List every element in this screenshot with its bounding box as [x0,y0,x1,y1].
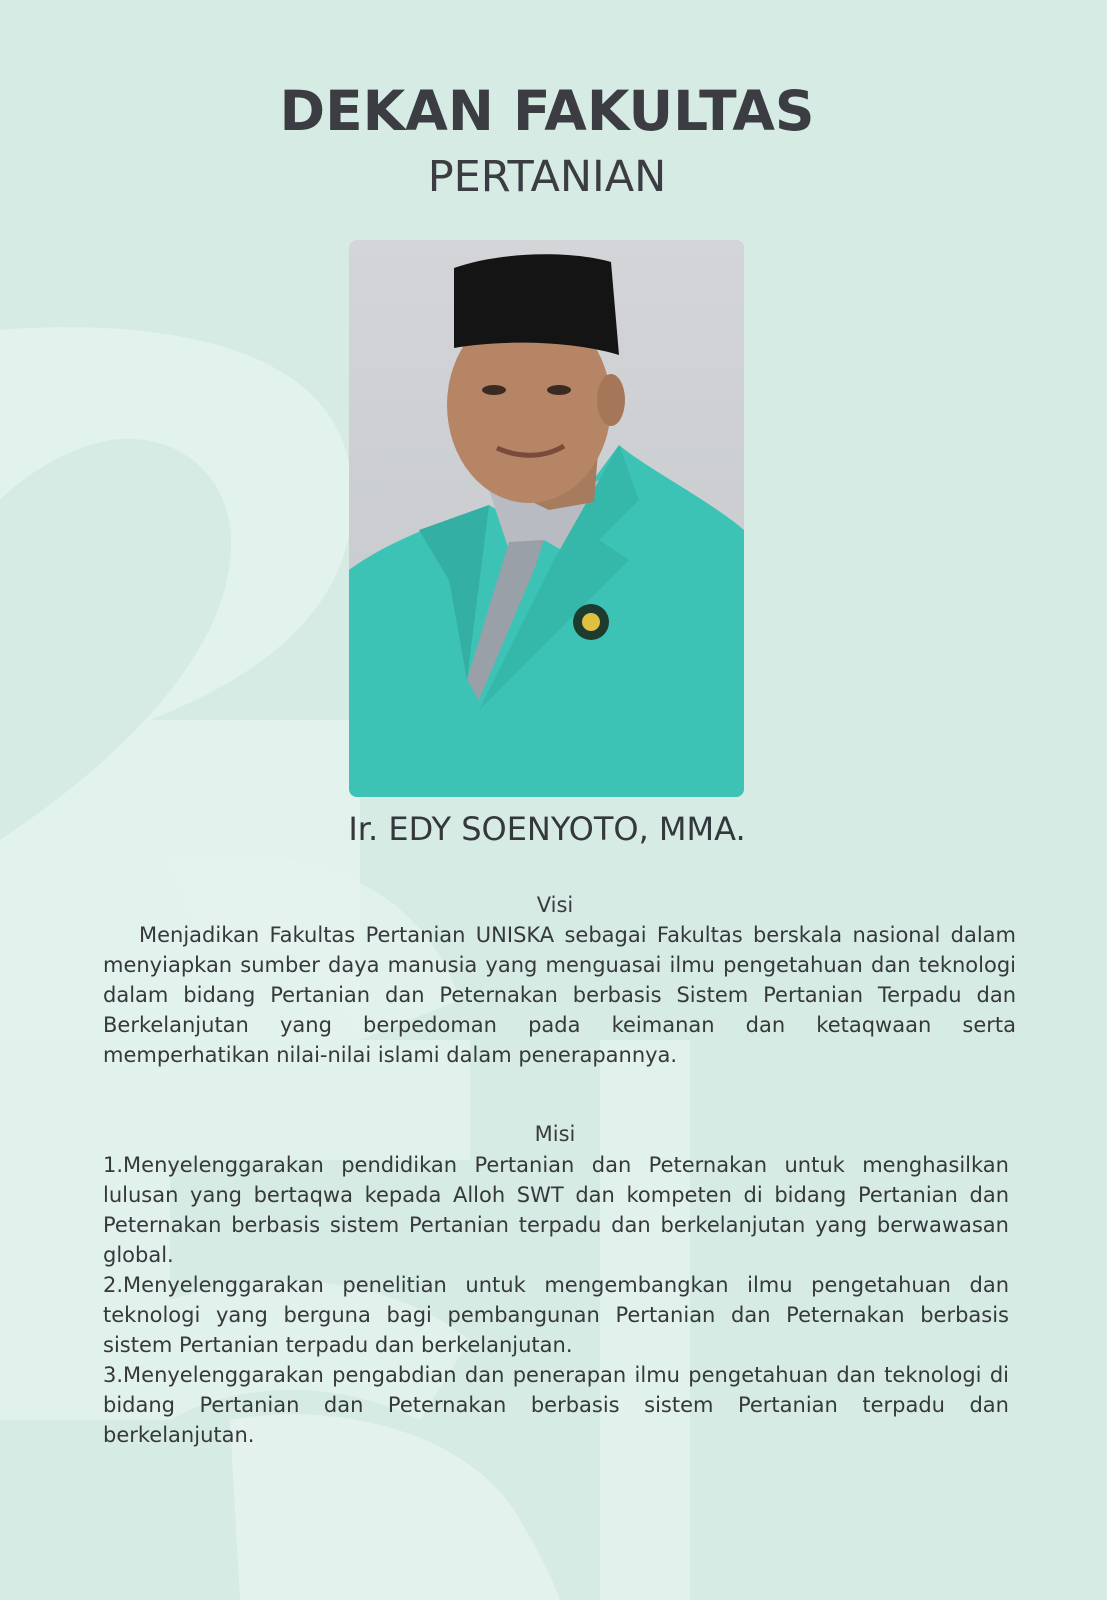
visi-heading: Visi [536,893,574,917]
misi-heading: Misi [534,1122,576,1146]
misi-item: 3.Menyelenggarakan pengabdian dan penerapan ilmu pengetahuan dan teknologi di bidang Pertanian dan Peternakan berbasis sistem Pertanian terpadu dan berkelanjutan. [103,1363,1009,1447]
ear-shape [597,374,625,426]
page-title: DEKAN FAKULTAS [279,79,815,143]
black-cap-shape [454,254,619,355]
visi-text: Menjadikan Fakultas Pertanian UNISKA sebagai Fakultas berskala nasional dalam menyiapkan sumber daya manusia yang menguasai ilmu pengetahuan dan teknologi dalam bidang Pertanian dan Peternakan berbasis Sistem Pertanian Terpadu dan Berkelanjutan yang berpedoman pada keimanan dan ketaqwaan serta memperhatikan nilai-nilai islami dalam penerapannya. [103,923,1016,1067]
misi-item: 2.Menyelenggarakan penelitian untuk mengembangkan ilmu pengetahuan dan teknologi yang berguna bagi pembangunan Pertanian dan Peternakan berbasis sistem Pertanian terpadu dan berkelanjutan. [103,1273,1009,1357]
badge-emblem-inner [582,613,600,631]
dean-portrait-photo [349,240,744,797]
right-eye [547,385,571,395]
page-subtitle: PERTANIAN [427,152,667,202]
left-eye [482,385,506,395]
misi-list [103,1150,1009,1450]
dean-name: Ir. EDY SOENYOTO, MMA. [348,810,746,848]
misi-item: 1.Menyelenggarakan pendidikan Pertanian dan Peternakan untuk menghasilkan lulusan yang bertaqwa kepada Alloh SWT dan kompeten di bidang Pertanian dan Peternakan berbasis sistem Pertanian terpadu dan berkelanjutan yang berwawasan global. [103,1153,1009,1267]
